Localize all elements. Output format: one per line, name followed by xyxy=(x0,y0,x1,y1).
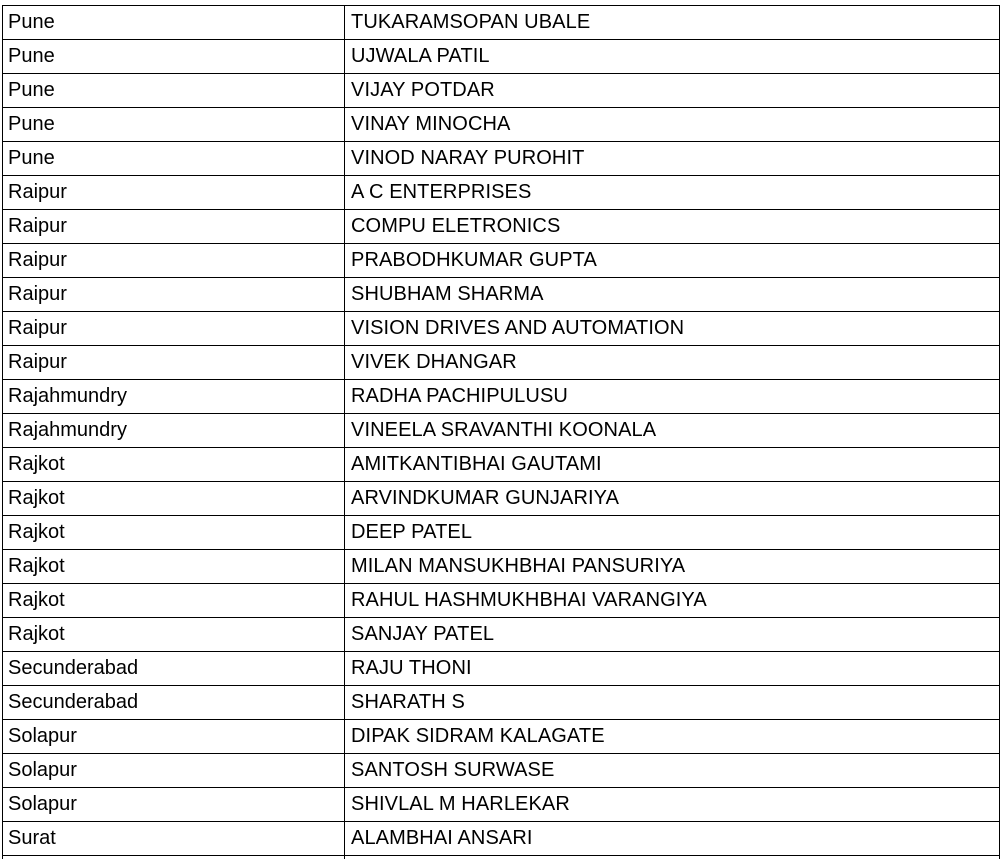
city-cell[interactable]: Raipur xyxy=(3,312,345,346)
table-row xyxy=(3,822,1000,856)
name-cell[interactable]: RAHUL HASHMUKHBHAI VARANGIYA xyxy=(345,584,1000,618)
name-cell[interactable]: SHIVLAL M HARLEKAR xyxy=(345,788,1000,822)
city-cell[interactable]: Rajkot xyxy=(3,448,345,482)
city-cell[interactable]: Raipur xyxy=(3,176,345,210)
city-cell[interactable]: Rajkot xyxy=(3,550,345,584)
table-row xyxy=(3,142,1000,176)
name-cell[interactable]: TUKARAMSOPAN UBALE xyxy=(345,6,1000,40)
name-cell[interactable]: RAJU THONI xyxy=(345,652,1000,686)
name-cell[interactable]: RADHA PACHIPULUSU xyxy=(345,380,1000,414)
name-cell[interactable]: SANJAY PATEL xyxy=(345,618,1000,652)
name-cell[interactable]: A C ENTERPRISES xyxy=(345,176,1000,210)
city-cell[interactable]: Secunderabad xyxy=(3,652,345,686)
table-row xyxy=(3,550,1000,584)
city-cell[interactable]: Pune xyxy=(3,74,345,108)
name-cell[interactable]: AMITKANTIBHAI GAUTAMI xyxy=(345,448,1000,482)
name-cell[interactable]: COMPU ELETRONICS xyxy=(345,210,1000,244)
table-row xyxy=(3,516,1000,550)
city-cell[interactable]: Solapur xyxy=(3,720,345,754)
table-row xyxy=(3,40,1000,74)
city-cell[interactable]: Surat xyxy=(3,822,345,856)
city-cell[interactable]: Rajahmundry xyxy=(3,414,345,448)
name-cell[interactable]: ALAMBHAI ANSARI xyxy=(345,822,1000,856)
table-row xyxy=(3,414,1000,448)
city-cell[interactable]: Solapur xyxy=(3,788,345,822)
name-cell[interactable]: VINAY MINOCHA xyxy=(345,108,1000,142)
city-cell[interactable]: Rajkot xyxy=(3,482,345,516)
name-cell[interactable]: PRABODHKUMAR GUPTA xyxy=(345,244,1000,278)
name-cell[interactable]: VINEELA SRAVANTHI KOONALA xyxy=(345,414,1000,448)
city-cell[interactable]: Secunderabad xyxy=(3,686,345,720)
empty-cell[interactable] xyxy=(345,856,1000,859)
city-cell[interactable]: Pune xyxy=(3,142,345,176)
name-cell[interactable]: SHUBHAM SHARMA xyxy=(345,278,1000,312)
table-row xyxy=(3,108,1000,142)
name-cell[interactable]: VIVEK DHANGAR xyxy=(345,346,1000,380)
table-row xyxy=(3,176,1000,210)
name-cell[interactable]: SANTOSH SURWASE xyxy=(345,754,1000,788)
city-cell[interactable]: Rajkot xyxy=(3,516,345,550)
city-cell[interactable]: Pune xyxy=(3,108,345,142)
table-row xyxy=(3,754,1000,788)
name-cell[interactable]: ARVINDKUMAR GUNJARIYA xyxy=(345,482,1000,516)
table-row xyxy=(3,380,1000,414)
table-body xyxy=(3,6,1000,859)
city-cell[interactable]: Raipur xyxy=(3,210,345,244)
table-row-partial xyxy=(3,856,1000,859)
table-row xyxy=(3,652,1000,686)
table-row xyxy=(3,584,1000,618)
city-cell[interactable]: Pune xyxy=(3,40,345,74)
name-cell[interactable]: VISION DRIVES AND AUTOMATION xyxy=(345,312,1000,346)
table-row xyxy=(3,618,1000,652)
name-cell[interactable]: VINOD NARAY PUROHIT xyxy=(345,142,1000,176)
table-row xyxy=(3,210,1000,244)
data-table xyxy=(2,5,1000,859)
table-row xyxy=(3,74,1000,108)
city-cell[interactable]: Rajkot xyxy=(3,618,345,652)
table-row xyxy=(3,312,1000,346)
table-row xyxy=(3,346,1000,380)
name-cell[interactable]: VIJAY POTDAR xyxy=(345,74,1000,108)
table-row xyxy=(3,686,1000,720)
name-cell[interactable]: DEEP PATEL xyxy=(345,516,1000,550)
city-cell[interactable]: Solapur xyxy=(3,754,345,788)
city-cell[interactable]: Rajkot xyxy=(3,584,345,618)
table-row xyxy=(3,278,1000,312)
empty-cell[interactable] xyxy=(3,856,345,859)
table-row xyxy=(3,448,1000,482)
table-row xyxy=(3,244,1000,278)
table-row xyxy=(3,482,1000,516)
table-row xyxy=(3,6,1000,40)
table-row xyxy=(3,788,1000,822)
name-cell[interactable]: DIPAK SIDRAM KALAGATE xyxy=(345,720,1000,754)
city-cell[interactable]: Raipur xyxy=(3,244,345,278)
name-cell[interactable]: SHARATH S xyxy=(345,686,1000,720)
city-cell[interactable]: Rajahmundry xyxy=(3,380,345,414)
name-cell[interactable]: MILAN MANSUKHBHAI PANSURIYA xyxy=(345,550,1000,584)
city-cell[interactable]: Pune xyxy=(3,6,345,40)
table-row xyxy=(3,720,1000,754)
city-cell[interactable]: Raipur xyxy=(3,346,345,380)
name-cell[interactable]: UJWALA PATIL xyxy=(345,40,1000,74)
city-cell[interactable]: Raipur xyxy=(3,278,345,312)
